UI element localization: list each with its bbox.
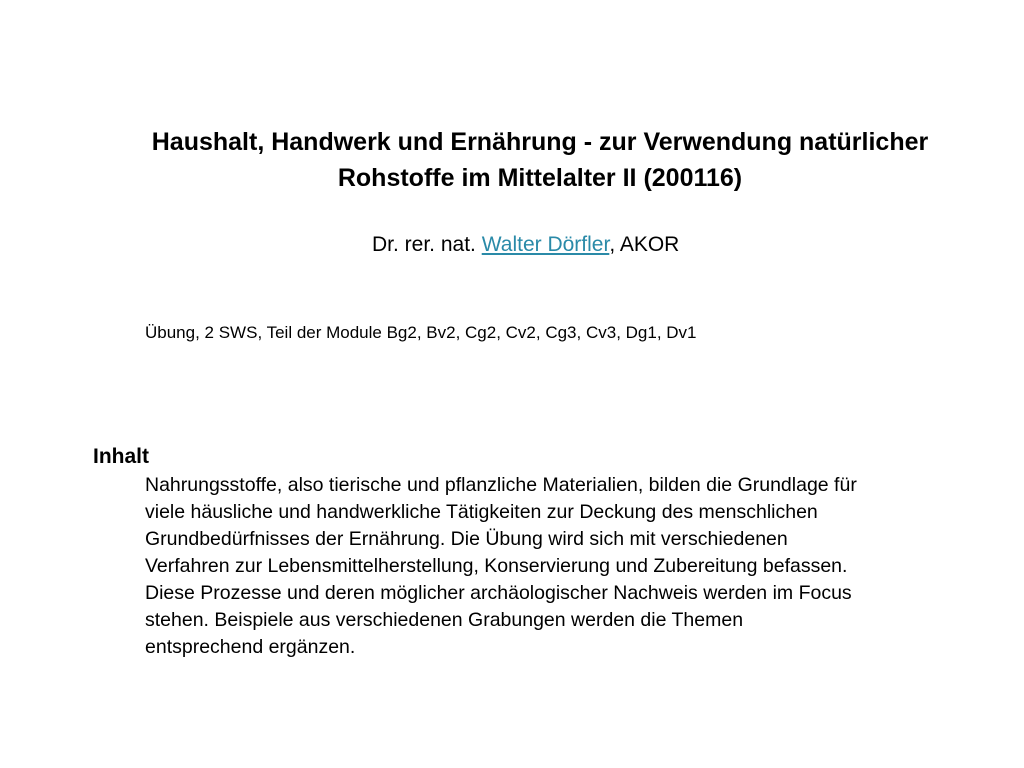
paragraph-line: Verfahren zur Lebensmittelherstellung, Konservierung und Zubereitung befassen. bbox=[145, 555, 848, 577]
instructor-title: Dr. rer. nat. bbox=[372, 233, 482, 256]
paragraph-line: Nahrungsstoffe, also tierische und pflanzliche Materialien, bilden die Grundlage für bbox=[145, 474, 857, 496]
course-title bbox=[70, 124, 1010, 196]
content-paragraph bbox=[145, 472, 995, 661]
instructor-position: , AKOR bbox=[609, 233, 680, 256]
section-heading-content: Inhalt bbox=[93, 445, 149, 468]
instructor-line bbox=[372, 230, 679, 260]
instructor-name-link[interactable]: Walter Dörfler bbox=[481, 233, 610, 256]
paragraph-line: Diese Prozesse und deren möglicher archäologischer Nachweis werden im Focus bbox=[145, 582, 852, 604]
paragraph-line: stehen. Beispiele aus verschiedenen Grabungen werden die Themen bbox=[145, 609, 744, 631]
paragraph-line: viele häusliche und handwerkliche Tätigkeiten zur Deckung des menschlichen bbox=[145, 501, 818, 523]
course-title-line: Haushalt, Handwerk und Ernährung - zur Verwendung natürlicher bbox=[151, 128, 929, 156]
course-info: Übung, 2 SWS, Teil der Module Bg2, Bv2, Cg2, Cv2, Cg3, Cv3, Dg1, Dv1 bbox=[145, 323, 697, 342]
paragraph-line: Grundbedürfnisses der Ernährung. Die Übung wird sich mit verschiedenen bbox=[145, 528, 788, 550]
course-title-line: Rohstoffe im Mittelalter II (200116) bbox=[337, 164, 743, 192]
paragraph-line: entsprechend ergänzen. bbox=[145, 636, 356, 658]
